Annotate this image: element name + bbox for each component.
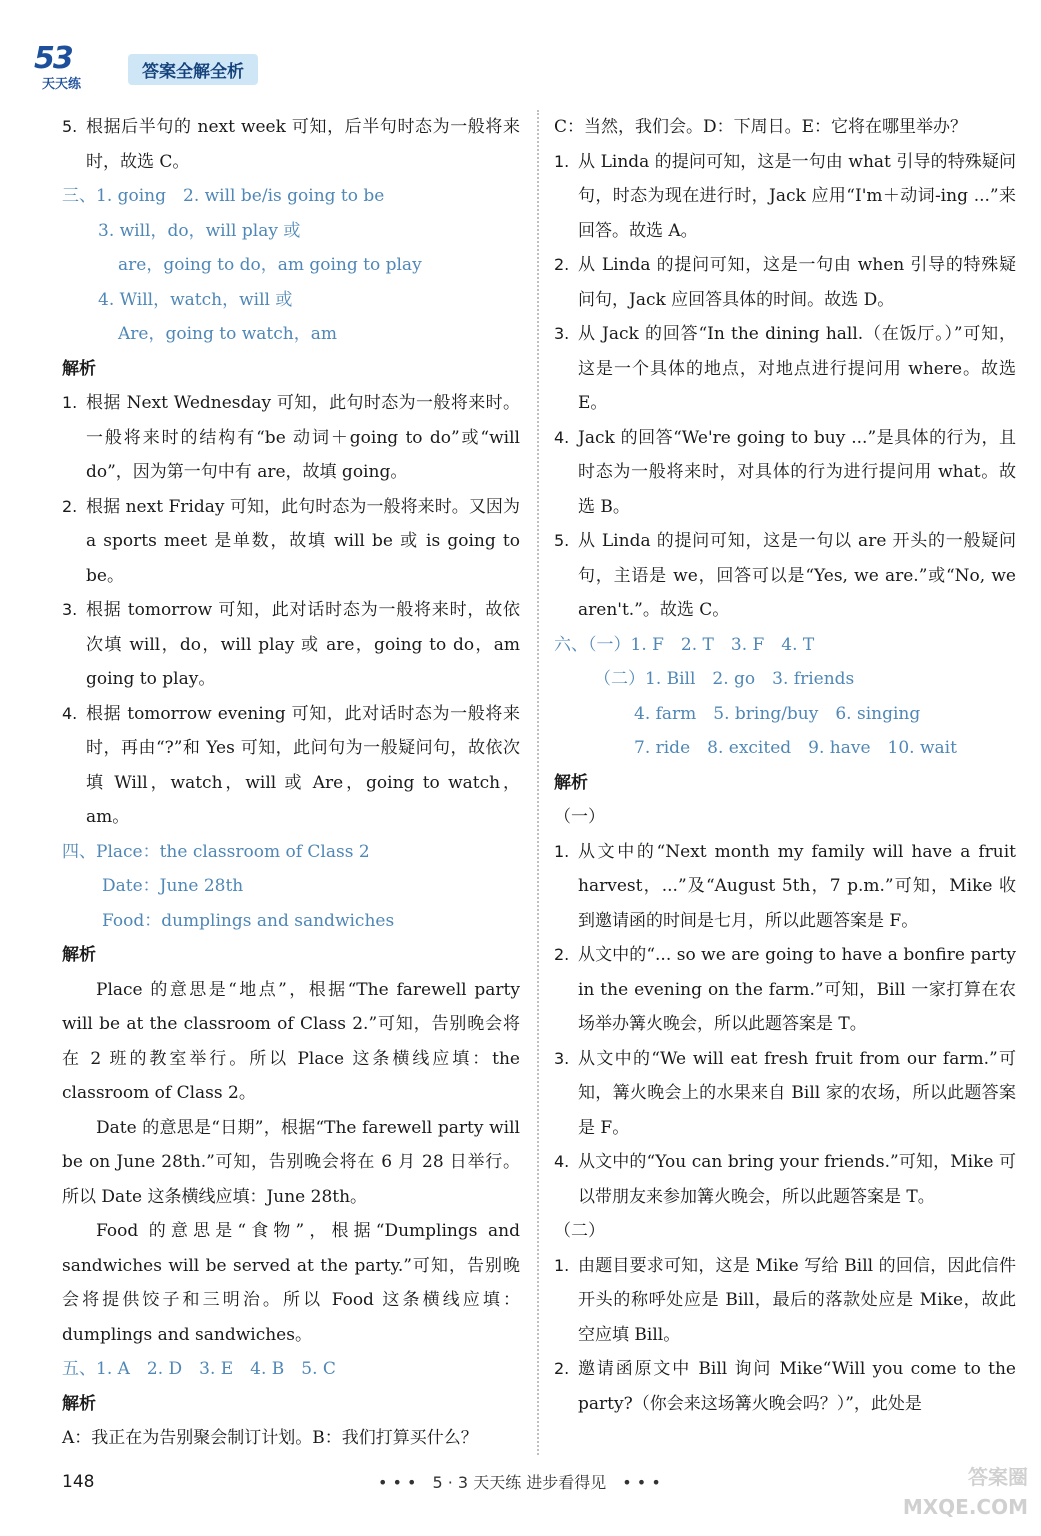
- answer-line: Date：June 28th: [102, 876, 244, 896]
- analysis-item: 3. 从 Jack 的回答“In the dining hall.（在饭厅。）”可知，这是一个具体的地点，对地点进行提问用 where。故选 E。: [554, 324, 1016, 413]
- answer-line: Food：dumplings and sandwiches: [102, 910, 395, 931]
- answer-line: 4. farm 5. bring/buy 6. singing: [634, 703, 921, 724]
- analysis-paragraph: Food 的意思是“食物”，根据“Dumplings and sandwiches will be served at the party.”可知，告别晚会将提供饺子和三明治。所以 Food 这条横线应填：dumplings and sandwiches。: [62, 1221, 520, 1345]
- option-translations: C：当然，我们会。D：下周日。E：它将在哪里举办？: [554, 117, 968, 137]
- analysis-item: 1. 根据 Next Wednesday 可知，此句时态为一般将来时。一般将来时的结构有“be 动词＋going to do”或“will do”，因为第一句中有 are，故填 going。: [62, 393, 520, 482]
- analysis-heading: 解析: [62, 945, 96, 965]
- column-divider: [537, 110, 539, 1455]
- analysis-heading: 解析: [62, 358, 96, 379]
- left-column: [62, 110, 520, 1456]
- analysis-item: 1. 从文中的“Next month my family will have a fruit harvest，...”及“August 5th，7 p.m.”可知，Mike 收到邀请函的时间是七月，所以此题答案是 F。: [554, 841, 1016, 931]
- part-label: （一）: [554, 807, 605, 827]
- analysis-item: 4. 根据 tomorrow evening 可知，此对话时态为一般将来时，再由“?”和 Yes 可知，此问句为一般疑问句，故依次填 Will，watch，will 或 Are，going to watch，am。: [62, 703, 520, 827]
- section-4-answers: 四、Place：the classroom of Class 2: [62, 841, 370, 862]
- answer-item: 5. 根据后半句的 next week 可知，后半句时态为一般将来时，故选 C。: [62, 117, 520, 172]
- part-label: （二）: [554, 1221, 605, 1241]
- footer-slogan: • • • 5 · 3 天天练 进步看得见 • • •: [378, 1473, 661, 1492]
- page-number: 148: [62, 1472, 95, 1492]
- section-5-answers: 五、1. A 2. D 3. E 4. B 5. C: [62, 1359, 336, 1379]
- brand-logo: [34, 41, 114, 92]
- analysis-item: 4. Jack 的回答“We're going to buy ...”是具体的行为，且时态为一般将来时，对具体的行为进行提问用 what。故选 B。: [554, 427, 1016, 517]
- analysis-item: 1. 由题目要求可知，这是 Mike 写给 Bill 的回信，因此信件开头的称呼处应是 Bill，最后的落款处应是 Mike，故此空应填 Bill。: [554, 1255, 1016, 1345]
- analysis-item: 3. 从文中的“We will eat fresh fruit from our farm.”可知，篝火晚会上的水果来自 Bill 家的农场，所以此题答案是 F。: [554, 1048, 1016, 1138]
- analysis-heading: 解析: [554, 772, 588, 793]
- section-banner: 答案全解全析: [128, 54, 258, 85]
- analysis-heading: 解析: [62, 1393, 96, 1414]
- analysis-item: 3. 根据 tomorrow 可知，此对话时态为一般将来时，故依次填 will，do，will play 或 are，going to do，am going to play。: [62, 600, 520, 689]
- logo-mark: 53: [34, 41, 72, 76]
- analysis-item: 5. 从 Linda 的提问可知，这是一句以 are 开头的一般疑问句，主语是 we，回答可以是“Yes, we are.”或“No, we aren't.”。故选 C。: [554, 531, 1016, 620]
- analysis-item: 2. 根据 next Friday 可知，此句时态为一般将来时。又因为 a sports meet 是单数，故填 will be 或 is going to be。: [62, 496, 520, 586]
- answer-line: 4. Will，watch，will 或: [98, 289, 293, 310]
- analysis-item: 2. 从文中的“... so we are going to have a bonfire party in the evening on the farm.”可知，Bill 一家打算在农场举办篝火晚会，所以此题答案是 T。: [554, 945, 1016, 1034]
- answer-line: Are，going to watch，am: [118, 324, 337, 344]
- watermark: 答案圈 MXQE.COM: [902, 1465, 1028, 1519]
- logo-subtitle: 天天练: [42, 77, 82, 92]
- answer-line: （二）1. Bill 2. go 3. friends: [594, 669, 855, 689]
- analysis-paragraph: Place 的意思是“地点”，根据“The farewell party will be at the classroom of Class 2.”可知，告别晚会将在 2 班的教室举行。所以 Place 这条横线应填：the classroom of Class 2。: [62, 979, 520, 1103]
- answer-line: 3. will，do，will play 或: [98, 220, 301, 241]
- analysis-item: 2. 从 Linda 的提问可知，这是一句由 when 引导的特殊疑问句，Jack 应回答具体的时间。故选 D。: [554, 255, 1016, 310]
- analysis-item: 1. 从 Linda 的提问可知，这是一句由 what 引导的特殊疑问句，时态为现在进行时，Jack 应用“I'm＋动词-ing ...”来回答。故选 A。: [554, 151, 1016, 241]
- section-3-answers: 三、1. going 2. will be/is going to be: [62, 186, 385, 206]
- page-header: [34, 41, 334, 94]
- option-translations: A：我正在为告别聚会制订计划。B：我们打算买什么？: [62, 1428, 478, 1448]
- analysis-item: 4. 从文中的“You can bring your friends.”可知，Mike 可以带朋友来参加篝火晚会，所以此题答案是 T。: [554, 1152, 1016, 1207]
- right-column: [554, 110, 1016, 1421]
- answer-line: 7. ride 8. excited 9. have 10. wait: [634, 738, 957, 758]
- analysis-paragraph: Date 的意思是“日期”，根据“The farewell party will be on June 28th.”可知，告别晚会将在 6 月 28 日举行。所以 Date 这条横线应填：June 28th。: [62, 1117, 520, 1207]
- analysis-item: 2. 邀请函原文中 Bill 询问 Mike“Will you come to the party?（你会来这场篝火晚会吗？）”，此处是: [554, 1359, 1016, 1414]
- section-6-answers: 六、（一）1. F 2. T 3. F 4. T: [554, 634, 815, 655]
- answer-line: are，going to do，am going to play: [118, 255, 422, 275]
